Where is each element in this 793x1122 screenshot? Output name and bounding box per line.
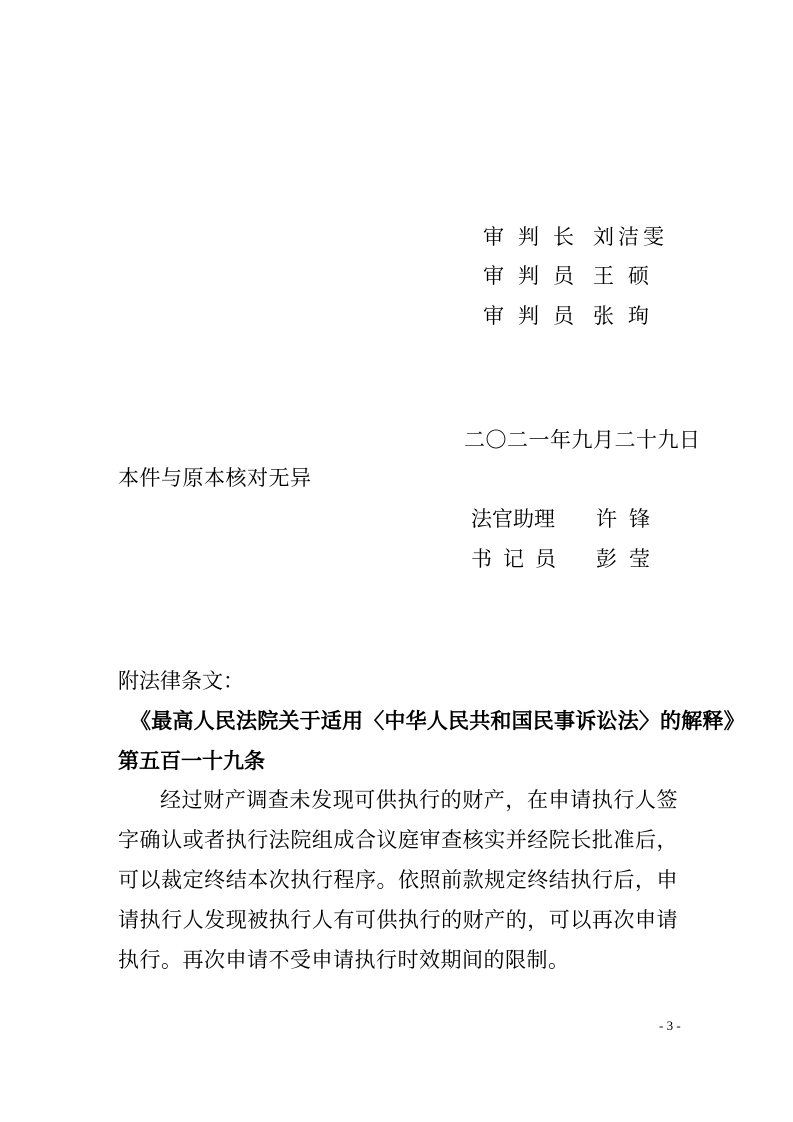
judge-role: 审判员: [483, 304, 588, 328]
law-title: 《最高人民法院关于适用〈中华人民共和国民事诉讼法〉的解释》: [130, 708, 745, 733]
judgment-date: 二〇二一年九月二十九日: [464, 428, 701, 452]
judge-role: 审判员: [483, 264, 588, 288]
article-text: 经过财产调查未发现可供执行的财产，在申请执行人签字确认或者执行法院组成合议庭审查核实并经院长批准后，可以裁定终结本次执行程序。依照前款规定终结执行后，申请执行人发现被执行人有可供执行的财产的，可以再次申请执行。再次申请不受申请执行时效期间的限制。: [118, 788, 678, 972]
page-number: - 3 -: [659, 1018, 681, 1033]
clerk-role: 书记员: [471, 547, 567, 571]
clerk-row-1: [471, 507, 662, 531]
verification-note: 本件与原本核对无异: [118, 466, 312, 490]
clerk-name: 许锋: [596, 507, 662, 531]
judge-role: 审判长: [483, 225, 588, 249]
appendix-heading: 附法律条文：: [118, 669, 244, 693]
judge-name: 张珣: [593, 304, 663, 328]
judge-row-2: [483, 264, 663, 288]
judge-row-1: [483, 225, 668, 249]
judge-row-3: [483, 304, 663, 328]
clerk-role: 法官助理: [471, 507, 555, 531]
clerk-name: 彭莹: [596, 547, 662, 571]
clerk-row-2: [471, 547, 662, 571]
article-number: 第五百一十九条: [118, 748, 265, 773]
judge-name: 王硕: [593, 264, 663, 288]
judge-name: 刘洁雯: [593, 225, 668, 249]
